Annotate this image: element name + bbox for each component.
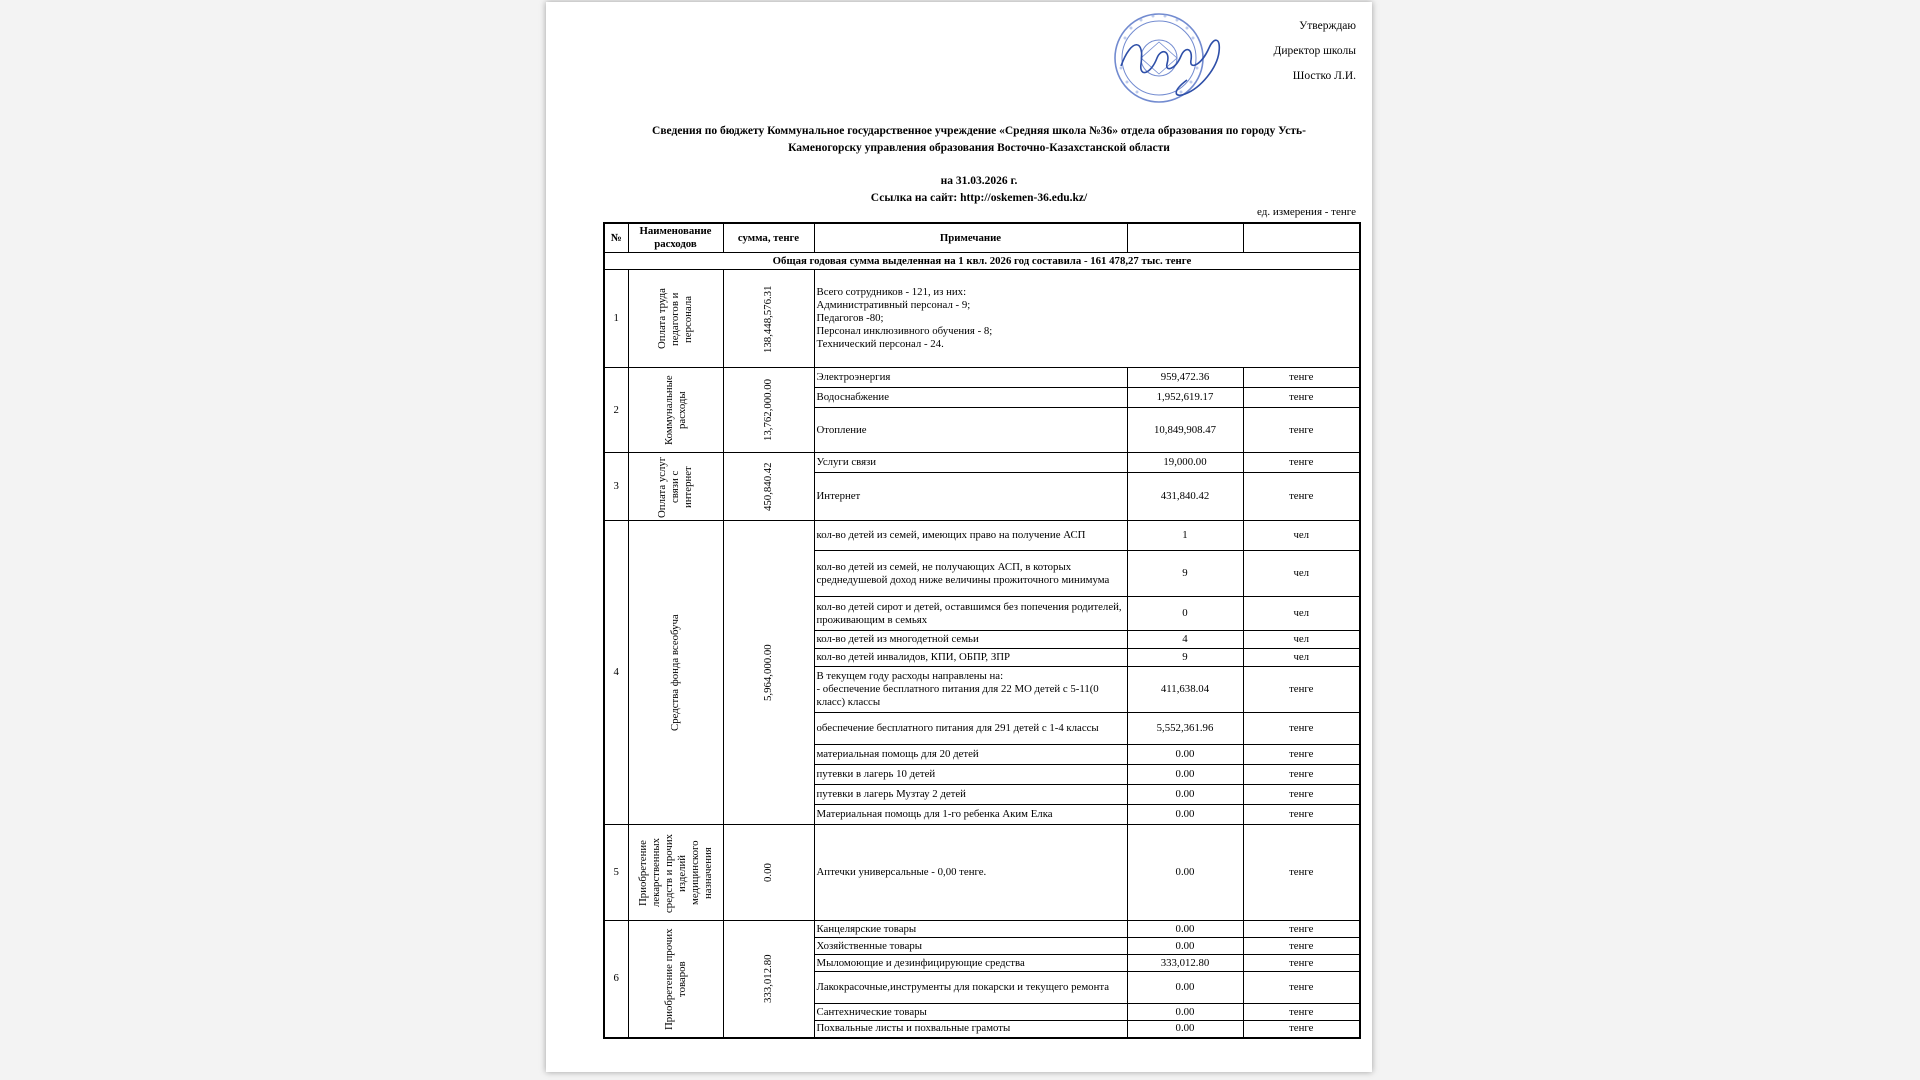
row-unit: тенге bbox=[1243, 388, 1360, 408]
section-name bbox=[628, 368, 723, 453]
note-line: Всего сотрудников - 121, из них: bbox=[816, 286, 967, 298]
note-line: Отопление bbox=[816, 423, 867, 436]
header-note: Примечание bbox=[814, 223, 1127, 253]
note-line: Административный персонал - 9; bbox=[816, 299, 971, 311]
total-summary: Общая годовая сумма выделенная на 1 квл. 2026 год составила - 161 478,27 тыс. тенге bbox=[604, 253, 1360, 270]
row-note bbox=[814, 713, 1127, 745]
row-note bbox=[814, 597, 1127, 631]
budget-table bbox=[603, 222, 1361, 1039]
row-value: 0.00 bbox=[1127, 972, 1243, 1004]
section-sum-text: 0.00 bbox=[762, 863, 774, 882]
row-value: 9 bbox=[1127, 551, 1243, 597]
section-note bbox=[814, 270, 1360, 368]
row-unit: тенге bbox=[1243, 765, 1360, 785]
note-line: Интернет bbox=[816, 490, 861, 502]
row-value: 5,552,361.96 bbox=[1127, 713, 1243, 745]
section-sum-text: 5,964,000.00 bbox=[762, 644, 774, 701]
row-value: 431,840.42 bbox=[1127, 473, 1243, 521]
row-unit: тенге bbox=[1243, 408, 1360, 453]
note-line: кол-во детей из многодетной семьи bbox=[816, 633, 979, 645]
table-row bbox=[604, 453, 1360, 473]
note-line: Персонал инклюзивного обучения - 8; bbox=[816, 325, 993, 337]
section-sum bbox=[723, 521, 814, 825]
row-note bbox=[814, 368, 1127, 388]
section-name-text: Оплата услуг связи с интернет bbox=[656, 455, 694, 518]
row-unit: тенге bbox=[1243, 785, 1360, 805]
section-sum bbox=[723, 368, 814, 453]
row-value: 9 bbox=[1127, 649, 1243, 667]
note-line: кол-во детей сирот и детей, оставшимся без попечения родителей, проживающим в семьях bbox=[816, 600, 1122, 626]
document-page bbox=[546, 2, 1372, 1072]
section-sum bbox=[723, 453, 814, 521]
row-unit: тенге bbox=[1243, 955, 1360, 972]
header-empty-2 bbox=[1243, 223, 1360, 253]
section-name bbox=[628, 453, 723, 521]
header-empty-1 bbox=[1127, 223, 1243, 253]
note-line: Мыломоющие и дезинфицирующие средства bbox=[816, 956, 1025, 969]
table-row bbox=[604, 921, 1360, 938]
row-value: 0.00 bbox=[1127, 805, 1243, 825]
row-note bbox=[814, 972, 1127, 1004]
row-note bbox=[814, 921, 1127, 938]
row-value: 0.00 bbox=[1127, 1021, 1243, 1038]
row-value: 0.00 bbox=[1127, 745, 1243, 765]
note-line: В текущем году расходы направлены на: bbox=[816, 670, 1004, 682]
note-line: кол-во детей из семей, имеющих право на получение АСП bbox=[816, 529, 1086, 541]
row-unit: чел bbox=[1243, 649, 1360, 667]
row-note bbox=[814, 955, 1127, 972]
row-note bbox=[814, 551, 1127, 597]
note-line: путевки в лагерь 10 детей bbox=[816, 768, 936, 780]
header-name: Наименование расходов bbox=[628, 223, 723, 253]
row-unit: тенге bbox=[1243, 1021, 1360, 1038]
table-row bbox=[604, 521, 1360, 551]
section-sum bbox=[723, 921, 814, 1038]
section-name-text: Коммунальные расходы bbox=[662, 375, 688, 445]
row-note bbox=[814, 785, 1127, 805]
row-note bbox=[814, 1004, 1127, 1021]
row-value: 0.00 bbox=[1127, 825, 1243, 921]
approval-position: Директор школы bbox=[1273, 45, 1356, 57]
row-value: 0.00 bbox=[1127, 785, 1243, 805]
section-name-text: Оплата труда педагогов и персонала bbox=[656, 288, 694, 349]
row-unit: тенге bbox=[1243, 938, 1360, 955]
section-sum bbox=[723, 270, 814, 368]
row-note bbox=[814, 938, 1127, 955]
row-unit: тенге bbox=[1243, 825, 1360, 921]
note-line: Материальная помощь для 1-го ребенка Аким Елка bbox=[816, 808, 1053, 820]
date-block bbox=[606, 173, 1352, 207]
header-num: № bbox=[604, 223, 628, 253]
approval-block bbox=[1274, 14, 1356, 89]
note-line: Сантехнические товары bbox=[816, 1005, 927, 1018]
stamp-signature-icon bbox=[1101, 8, 1241, 112]
units-label: ед. измерения - тенге bbox=[1257, 206, 1356, 218]
section-number: 3 bbox=[604, 453, 628, 521]
title-line-1: Сведения по бюджету Коммунальное государственное учреждение «Средняя школа №36» отдела образования по городу Усть- bbox=[652, 125, 1306, 137]
row-value: 10,849,908.47 bbox=[1127, 408, 1243, 453]
table-row bbox=[604, 270, 1360, 368]
section-name-text: Средства фонда всеобуча bbox=[669, 614, 681, 731]
note-line: материальная помощь для 20 детей bbox=[816, 748, 979, 760]
row-note bbox=[814, 745, 1127, 765]
row-value: 0.00 bbox=[1127, 921, 1243, 938]
note-line: Электроэнергия bbox=[816, 371, 891, 384]
row-value: 959,472.36 bbox=[1127, 368, 1243, 388]
row-unit: тенге bbox=[1243, 667, 1360, 713]
section-name bbox=[628, 521, 723, 825]
row-value: 0.00 bbox=[1127, 1004, 1243, 1021]
row-note bbox=[814, 388, 1127, 408]
approval-signer: Шостко Л.И. bbox=[1292, 70, 1356, 82]
section-number: 6 bbox=[604, 921, 628, 1038]
note-line: - обеспечение бесплатного питания для 22 МО детей с 5-11(0 класс) классы bbox=[816, 683, 1099, 708]
row-value: 1 bbox=[1127, 521, 1243, 551]
row-unit: чел bbox=[1243, 597, 1360, 631]
row-unit: тенге bbox=[1243, 713, 1360, 745]
note-line: Педагогов -80; bbox=[816, 312, 884, 324]
section-name bbox=[628, 270, 723, 368]
row-unit: чел bbox=[1243, 551, 1360, 597]
section-name-text: Приобретение прочих товаров bbox=[662, 927, 688, 1030]
approval-line: Утверждаю bbox=[1299, 20, 1356, 32]
section-sum-text: 333,012.80 bbox=[762, 954, 774, 1004]
row-unit: чел bbox=[1243, 521, 1360, 551]
row-value: 0 bbox=[1127, 597, 1243, 631]
section-number: 5 bbox=[604, 825, 628, 921]
section-sum-text: 450,840.42 bbox=[762, 462, 774, 511]
row-value: 411,638.04 bbox=[1127, 667, 1243, 713]
row-note bbox=[814, 805, 1127, 825]
note-line: Лакокрасочные,инструменты для покарски и текущего ремонта bbox=[816, 981, 1109, 993]
note-line: Аптечки универсальные - 0,00 тенге. bbox=[816, 866, 987, 878]
note-line: Услуги связи bbox=[816, 456, 877, 468]
note-line: кол-во детей из семей, не получающих АСП, в которых среднедушевой доход ниже величины прожиточного минимума bbox=[816, 560, 1110, 586]
row-value: 1,952,619.17 bbox=[1127, 388, 1243, 408]
row-unit: тенге bbox=[1243, 368, 1360, 388]
row-value: 333,012.80 bbox=[1127, 955, 1243, 972]
row-unit: тенге bbox=[1243, 805, 1360, 825]
row-note bbox=[814, 1021, 1127, 1038]
row-note bbox=[814, 667, 1127, 713]
row-note bbox=[814, 521, 1127, 551]
row-value: 4 bbox=[1127, 631, 1243, 649]
row-note bbox=[814, 631, 1127, 649]
section-number: 1 bbox=[604, 270, 628, 368]
row-unit: тенге bbox=[1243, 745, 1360, 765]
section-number: 2 bbox=[604, 368, 628, 453]
site-link[interactable]: Ссылка на сайт: http://oskemen-36.edu.kz/ bbox=[870, 192, 1088, 204]
note-line: путевки в лагерь Музтау 2 детей bbox=[816, 788, 966, 800]
section-name-text: Приобретение лекарственных средств и прочих изделий медицинского назначения bbox=[636, 832, 714, 913]
row-note bbox=[814, 453, 1127, 473]
section-sum-text: 13,762,000.00 bbox=[762, 378, 774, 442]
section-name bbox=[628, 825, 723, 921]
row-note bbox=[814, 649, 1127, 667]
row-note bbox=[814, 765, 1127, 785]
section-sum-text: 138,448,576.31 bbox=[762, 284, 774, 353]
note-line: обеспечение бесплатного питания для 291 детей с 1-4 классы bbox=[816, 722, 1099, 734]
section-name bbox=[628, 921, 723, 1038]
note-line: Похвальные листы и похвальные грамоты bbox=[816, 1022, 1011, 1035]
row-value: 19,000.00 bbox=[1127, 453, 1243, 473]
report-date: на 31.03.2026 г. bbox=[940, 175, 1018, 187]
document-title bbox=[606, 123, 1352, 157]
table-header-row bbox=[604, 223, 1360, 253]
section-sum bbox=[723, 825, 814, 921]
row-note bbox=[814, 825, 1127, 921]
section-number: 4 bbox=[604, 521, 628, 825]
row-unit: тенге bbox=[1243, 1004, 1360, 1021]
table-row bbox=[604, 368, 1360, 388]
row-note bbox=[814, 408, 1127, 453]
note-line: Канцелярские товары bbox=[816, 922, 917, 935]
title-line-2: Каменогорску управления образования Восточно-Казахстанской области bbox=[788, 142, 1170, 154]
note-line: Хозяйственные товары bbox=[816, 939, 923, 952]
total-row bbox=[604, 253, 1360, 270]
note-line: Водоснабжение bbox=[816, 391, 889, 404]
row-unit: тенге bbox=[1243, 921, 1360, 938]
note-line: кол-во детей инвалидов, КПИ, ОБПР, ЗПР bbox=[816, 651, 1011, 663]
row-unit: тенге bbox=[1243, 473, 1360, 521]
row-value: 0.00 bbox=[1127, 765, 1243, 785]
table-body bbox=[604, 270, 1360, 1038]
row-unit: тенге bbox=[1243, 972, 1360, 1004]
header-sum: сумма, тенге bbox=[723, 223, 814, 253]
row-unit: чел bbox=[1243, 631, 1360, 649]
note-line: Технический персонал - 24. bbox=[816, 338, 944, 350]
row-unit: тенге bbox=[1243, 453, 1360, 473]
table-row bbox=[604, 825, 1360, 921]
row-value: 0.00 bbox=[1127, 938, 1243, 955]
row-note bbox=[814, 473, 1127, 521]
